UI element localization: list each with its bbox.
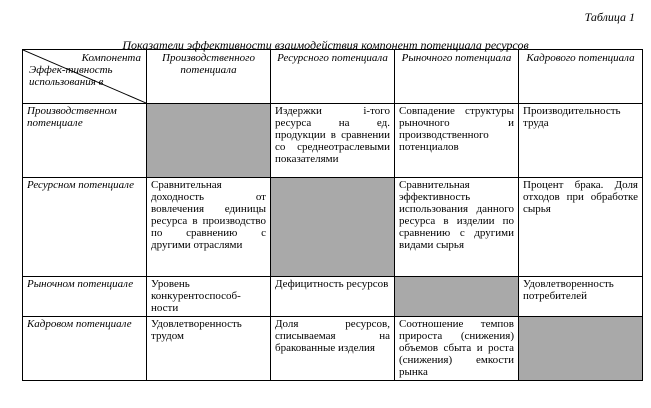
table-row-market xyxy=(23,277,643,317)
row-header-resource: Ресурсном потенциале xyxy=(23,178,147,277)
column-header-personnel: Кадрового потенциала xyxy=(519,50,643,104)
row-header-personnel: Кадровом потенциале xyxy=(23,317,147,381)
table-caption: Показатели эффективности взаимодействия компонент потенциала ресурсов xyxy=(122,38,529,52)
shaded-cell xyxy=(519,317,643,381)
corner-component-label: Компонента xyxy=(81,52,141,64)
table-cell: Удовлетворенность потребителей xyxy=(519,277,643,317)
corner-header-cell xyxy=(23,50,147,104)
table-cell: Совпадение структуры рыночного и производственного потенциалов xyxy=(395,104,519,178)
table-row-personnel xyxy=(23,317,643,381)
column-header-production: Производственного потенциала xyxy=(147,50,271,104)
column-header-resource: Ресурсного потенциала xyxy=(271,50,395,104)
table-cell: Уровень конкурентоспособ-ности xyxy=(147,277,271,317)
efficiency-table xyxy=(22,49,643,381)
header-row xyxy=(23,50,643,104)
table-cell: Соотношение темпов прироста (снижения) объемов сбыта и роста (снижения) емкости рынка xyxy=(395,317,519,381)
shaded-cell xyxy=(147,104,271,178)
table-cell: Доля ресурсов, списываемая на бракованные изделия xyxy=(271,317,395,381)
table-cell: Сравнительная доходность от вовлечения единицы ресурса в производство по сравнению с другими отраслями xyxy=(147,178,271,277)
table-row-production xyxy=(23,104,643,178)
table-cell: Дефицитность ресурсов xyxy=(271,277,395,317)
table-cell: Издержки i-того ресурса на ед. продукции в сравнении со среднеотраслевыми показателями xyxy=(271,104,395,178)
table-cell: Удовлетворенность трудом xyxy=(147,317,271,381)
corner-efficiency-label: Эффек-тивность использования в xyxy=(29,64,113,88)
table-cell: Производительность труда xyxy=(519,104,643,178)
table-cell: Процент брака. Доля отходов при обработке сырья xyxy=(519,178,643,277)
row-header-market: Рыночном потенциале xyxy=(23,277,147,317)
column-header-market: Рыночного потенциала xyxy=(395,50,519,104)
shaded-cell xyxy=(271,178,395,277)
table-cell: Сравнительная эффективность использования данного ресурса в изделии по сравнению с другими видами сырья xyxy=(395,178,519,277)
shaded-cell xyxy=(395,277,519,317)
table-number-label: Таблица 1 xyxy=(584,10,635,24)
row-header-production: Производственном потенциале xyxy=(23,104,147,178)
table-row-resource xyxy=(23,178,643,277)
